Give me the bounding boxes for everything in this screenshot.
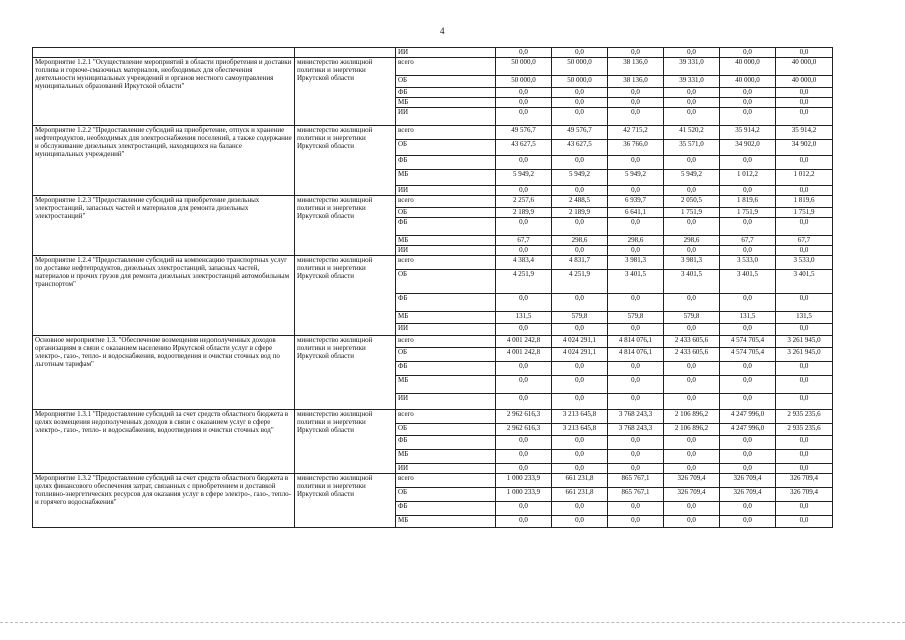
value-cell: 3 768 243,3 bbox=[608, 410, 664, 424]
value-cell: 3 533,0 bbox=[720, 256, 776, 270]
value-cell: 131,5 bbox=[776, 312, 833, 324]
value-cell: 5 949,2 bbox=[664, 170, 720, 186]
value-cell: 4 251,9 bbox=[496, 270, 552, 294]
value-cell: 0,0 bbox=[720, 516, 776, 528]
value-cell: 0,0 bbox=[720, 246, 776, 256]
value-cell: 0,0 bbox=[720, 376, 776, 394]
source-cell: ИИ bbox=[396, 246, 496, 256]
value-cell: 0,0 bbox=[664, 516, 720, 528]
value-cell: 2 433 605,6 bbox=[664, 336, 720, 348]
table-row bbox=[33, 126, 833, 140]
value-cell: 0,0 bbox=[608, 376, 664, 394]
value-cell: 3 261 945,0 bbox=[776, 348, 833, 362]
value-cell: 0,0 bbox=[552, 98, 608, 108]
value-cell: 0,0 bbox=[608, 108, 664, 126]
responsible-executor: министерство жилищной политики и энергетики Иркутской области bbox=[295, 126, 396, 196]
value-cell: 298,6 bbox=[552, 236, 608, 246]
value-cell: 865 767,1 bbox=[608, 488, 664, 502]
value-cell: 4 001 242,8 bbox=[496, 336, 552, 348]
value-cell: 0,0 bbox=[664, 362, 720, 376]
source-cell: ОБ bbox=[396, 348, 496, 362]
value-cell: 4 247 996,0 bbox=[720, 410, 776, 424]
source-cell: всего bbox=[396, 256, 496, 270]
value-cell: 326 709,4 bbox=[776, 474, 833, 488]
value-cell: 4 574 705,4 bbox=[720, 348, 776, 362]
value-cell: 0,0 bbox=[776, 324, 833, 336]
value-cell: 3 401,5 bbox=[664, 270, 720, 294]
value-cell: 1 012,2 bbox=[776, 170, 833, 186]
value-cell: 1 751,9 bbox=[776, 208, 833, 218]
value-cell: 0,0 bbox=[496, 450, 552, 464]
value-cell: 3 401,5 bbox=[720, 270, 776, 294]
table-row bbox=[33, 336, 833, 348]
activity-name: Мероприятие 1.2.4 "Предоставление субсидий на компенсацию транспортных услуг по доставке нефтепродуктов, дизельных электростанций, запасных частей, материалов и прочих грузов для ремонта дизельных электростанций автомобильным транспортом" bbox=[33, 256, 295, 336]
value-cell: 326 709,4 bbox=[720, 474, 776, 488]
value-cell: 3 981,3 bbox=[664, 256, 720, 270]
source-cell: ИИ bbox=[396, 186, 496, 196]
value-cell: 2 935 235,6 bbox=[776, 424, 833, 436]
value-cell: 40 000,0 bbox=[776, 58, 833, 76]
value-cell: 0,0 bbox=[496, 246, 552, 256]
value-cell: 0,0 bbox=[720, 464, 776, 474]
value-cell: 0,0 bbox=[608, 324, 664, 336]
value-cell: 0,0 bbox=[720, 108, 776, 126]
value-cell: 35 914,2 bbox=[776, 126, 833, 140]
value-cell: 0,0 bbox=[608, 394, 664, 410]
value-cell: 4 814 076,1 bbox=[608, 336, 664, 348]
value-cell: 67,7 bbox=[776, 236, 833, 246]
source-cell: МБ bbox=[396, 376, 496, 394]
value-cell: 0,0 bbox=[496, 436, 552, 450]
value-cell: 0,0 bbox=[776, 464, 833, 474]
source-cell: МБ bbox=[396, 236, 496, 246]
value-cell: 1 000 233,9 bbox=[496, 474, 552, 488]
source-cell: ИИ bbox=[396, 394, 496, 410]
value-cell: 579,8 bbox=[664, 312, 720, 324]
value-cell: 38 136,0 bbox=[608, 58, 664, 76]
source-cell: всего bbox=[396, 196, 496, 208]
value-cell: 0,0 bbox=[776, 376, 833, 394]
source-cell: ФБ bbox=[396, 502, 496, 516]
value-cell: 38 136,0 bbox=[608, 76, 664, 88]
value-cell: 4 383,4 bbox=[496, 256, 552, 270]
value-cell: 4 831,7 bbox=[552, 256, 608, 270]
value-cell: 0,0 bbox=[496, 362, 552, 376]
value-cell: 0,0 bbox=[608, 502, 664, 516]
value-cell: 0,0 bbox=[496, 324, 552, 336]
value-cell: 0,0 bbox=[608, 156, 664, 170]
value-cell: 0,0 bbox=[608, 464, 664, 474]
value-cell: 326 709,4 bbox=[776, 488, 833, 502]
value-cell: 0,0 bbox=[608, 218, 664, 236]
value-cell: 67,7 bbox=[720, 236, 776, 246]
responsible-executor: министерство жилищной политики и энергетики Иркутской области bbox=[295, 58, 396, 126]
value-cell: 0,0 bbox=[552, 502, 608, 516]
source-cell: МБ bbox=[396, 312, 496, 324]
source-cell: всего bbox=[396, 58, 496, 76]
value-cell: 0,0 bbox=[720, 294, 776, 312]
value-cell: 0,0 bbox=[720, 48, 776, 58]
value-cell: 1 000 233,9 bbox=[496, 488, 552, 502]
page-bottom-edge bbox=[0, 622, 905, 623]
value-cell: 0,0 bbox=[664, 464, 720, 474]
value-cell: 0,0 bbox=[552, 450, 608, 464]
value-cell: 4 814 076,1 bbox=[608, 348, 664, 362]
value-cell: 661 231,8 bbox=[552, 474, 608, 488]
value-cell: 0,0 bbox=[664, 218, 720, 236]
value-cell: 1 751,9 bbox=[720, 208, 776, 218]
value-cell: 41 520,2 bbox=[664, 126, 720, 140]
value-cell: 0,0 bbox=[664, 294, 720, 312]
value-cell: 0,0 bbox=[720, 436, 776, 450]
value-cell: 0,0 bbox=[552, 246, 608, 256]
value-cell: 42 715,2 bbox=[608, 126, 664, 140]
value-cell: 4 574 705,4 bbox=[720, 336, 776, 348]
value-cell: 0,0 bbox=[496, 516, 552, 528]
value-cell: 4 024 291,1 bbox=[552, 336, 608, 348]
activity-name: Мероприятие 1.2.1 "Осуществление мероприятий в области приобретения и доставки топлива и горюче-смазочных материалов, необходимых для обеспечения деятельности муниципальных учреждений и органов местного самоуправления муниципальных образований Иркутской области" bbox=[33, 58, 295, 126]
value-cell: 0,0 bbox=[608, 294, 664, 312]
value-cell: 0,0 bbox=[552, 186, 608, 196]
source-cell: ИИ bbox=[396, 324, 496, 336]
value-cell: 0,0 bbox=[776, 186, 833, 196]
source-cell: ФБ bbox=[396, 436, 496, 450]
value-cell: 579,8 bbox=[608, 312, 664, 324]
value-cell: 0,0 bbox=[664, 436, 720, 450]
value-cell: 0,0 bbox=[720, 186, 776, 196]
table-row bbox=[33, 196, 833, 208]
value-cell: 4 247 996,0 bbox=[720, 424, 776, 436]
value-cell: 0,0 bbox=[664, 88, 720, 98]
value-cell: 0,0 bbox=[720, 218, 776, 236]
value-cell: 2 488,5 bbox=[552, 196, 608, 208]
value-cell: 35 571,0 bbox=[664, 140, 720, 156]
source-cell: ИИ bbox=[396, 108, 496, 126]
source-cell: ОБ bbox=[396, 488, 496, 502]
source-cell: всего bbox=[396, 474, 496, 488]
value-cell: 0,0 bbox=[496, 98, 552, 108]
value-cell: 0,0 bbox=[776, 294, 833, 312]
source-cell: МБ bbox=[396, 98, 496, 108]
value-cell: 0,0 bbox=[776, 502, 833, 516]
value-cell: 0,0 bbox=[552, 218, 608, 236]
value-cell: 0,0 bbox=[552, 108, 608, 126]
value-cell: 0,0 bbox=[776, 98, 833, 108]
table-row bbox=[33, 58, 833, 76]
value-cell: 0,0 bbox=[664, 394, 720, 410]
value-cell: 0,0 bbox=[552, 324, 608, 336]
value-cell: 0,0 bbox=[664, 502, 720, 516]
value-cell: 67,7 bbox=[496, 236, 552, 246]
value-cell: 3 213 645,8 bbox=[552, 410, 608, 424]
responsible-executor: министерство жилищной политики и энергетики Иркутской области bbox=[295, 256, 396, 336]
source-cell: всего bbox=[396, 336, 496, 348]
value-cell: 0,0 bbox=[608, 436, 664, 450]
value-cell: 0,0 bbox=[496, 48, 552, 58]
value-cell: 0,0 bbox=[608, 88, 664, 98]
value-cell: 5 949,2 bbox=[552, 170, 608, 186]
value-cell: 0,0 bbox=[776, 88, 833, 98]
value-cell: 0,0 bbox=[776, 450, 833, 464]
table-row bbox=[33, 48, 833, 58]
value-cell: 865 767,1 bbox=[608, 474, 664, 488]
value-cell: 0,0 bbox=[496, 394, 552, 410]
value-cell: 0,0 bbox=[608, 246, 664, 256]
value-cell: 0,0 bbox=[552, 376, 608, 394]
value-cell: 0,0 bbox=[608, 98, 664, 108]
source-cell: ФБ bbox=[396, 218, 496, 236]
value-cell: 0,0 bbox=[776, 156, 833, 170]
value-cell: 0,0 bbox=[608, 362, 664, 376]
value-cell: 0,0 bbox=[496, 186, 552, 196]
source-cell: МБ bbox=[396, 170, 496, 186]
value-cell: 49 576,7 bbox=[552, 126, 608, 140]
value-cell: 131,5 bbox=[720, 312, 776, 324]
source-cell: ОБ bbox=[396, 208, 496, 218]
value-cell: 0,0 bbox=[552, 394, 608, 410]
value-cell: 2 050,5 bbox=[664, 196, 720, 208]
value-cell: 0,0 bbox=[496, 376, 552, 394]
value-cell: 50 000,0 bbox=[552, 58, 608, 76]
value-cell: 0,0 bbox=[664, 48, 720, 58]
value-cell: 49 576,7 bbox=[496, 126, 552, 140]
activity-name: Мероприятие 1.2.3 "Предоставление субсидий на приобретение дизельных электростанций, запасных частей и материалов для ремонта дизельных электростанций" bbox=[33, 196, 295, 256]
value-cell: 39 331,0 bbox=[664, 58, 720, 76]
value-cell: 0,0 bbox=[552, 362, 608, 376]
value-cell: 0,0 bbox=[720, 394, 776, 410]
value-cell: 0,0 bbox=[496, 294, 552, 312]
table-row bbox=[33, 256, 833, 270]
value-cell: 326 709,4 bbox=[664, 488, 720, 502]
responsible-cell-empty bbox=[295, 48, 396, 58]
responsible-executor: министерство жилищной политики и энергетики Иркутской области bbox=[295, 336, 396, 410]
value-cell: 0,0 bbox=[720, 324, 776, 336]
value-cell: 326 709,4 bbox=[720, 488, 776, 502]
value-cell: 0,0 bbox=[720, 362, 776, 376]
value-cell: 1 751,9 bbox=[664, 208, 720, 218]
value-cell: 0,0 bbox=[720, 156, 776, 170]
value-cell: 0,0 bbox=[496, 218, 552, 236]
activity-name: Мероприятие 1.3.1 "Предоставление субсидий за счет средств областного бюджета в целях возмещения недополученных доходов в связи с оказанием услуг в сфере электро-, газо-, тепло- и водоснабжения, водоотведения и очистки сточных вод" bbox=[33, 410, 295, 474]
source-cell: ФБ bbox=[396, 88, 496, 98]
source-cell: МБ bbox=[396, 516, 496, 528]
value-cell: 0,0 bbox=[664, 186, 720, 196]
value-cell: 0,0 bbox=[496, 108, 552, 126]
value-cell: 326 709,4 bbox=[664, 474, 720, 488]
value-cell: 4 024 291,1 bbox=[552, 348, 608, 362]
value-cell: 0,0 bbox=[776, 108, 833, 126]
value-cell: 2 189,9 bbox=[552, 208, 608, 218]
value-cell: 40 000,0 bbox=[720, 58, 776, 76]
source-cell: ОБ bbox=[396, 140, 496, 156]
value-cell: 298,6 bbox=[664, 236, 720, 246]
page-number: 4 bbox=[440, 26, 445, 36]
value-cell: 6 939,7 bbox=[608, 196, 664, 208]
value-cell: 2 962 616,3 bbox=[496, 424, 552, 436]
value-cell: 3 981,3 bbox=[608, 256, 664, 270]
value-cell: 5 949,2 bbox=[608, 170, 664, 186]
value-cell: 0,0 bbox=[664, 156, 720, 170]
value-cell: 3 261 945,0 bbox=[776, 336, 833, 348]
value-cell: 50 000,0 bbox=[496, 58, 552, 76]
source-cell: ОБ bbox=[396, 270, 496, 294]
value-cell: 0,0 bbox=[776, 218, 833, 236]
value-cell: 36 766,0 bbox=[608, 140, 664, 156]
value-cell: 1 819,6 bbox=[720, 196, 776, 208]
source-cell: ОБ bbox=[396, 76, 496, 88]
source-cell: ФБ bbox=[396, 362, 496, 376]
activity-name: Мероприятие 1.3.2 "Предоставление субсидий за счет средств областного бюджета в целях финансового обеспечения затрат, связанных с приобретением и доставкой топливно-энергетических ресурсов для оказания услуг в сфере электро-, газо-, тепло- и горячего водоснабжения" bbox=[33, 474, 295, 528]
value-cell: 0,0 bbox=[664, 98, 720, 108]
value-cell: 579,8 bbox=[552, 312, 608, 324]
value-cell: 298,6 bbox=[608, 236, 664, 246]
activity-name: Мероприятие 1.2.2 "Предоставление субсидий на приобретение, отпуск и хранение нефтепродуктов, необходимых для электроснабжения поселений, а также содержание и обслуживание дизельных электростанций, находящихся на балансе муниципальных учреждений" bbox=[33, 126, 295, 196]
value-cell: 0,0 bbox=[720, 88, 776, 98]
table-row bbox=[33, 410, 833, 424]
value-cell: 43 627,5 bbox=[496, 140, 552, 156]
value-cell: 2 257,6 bbox=[496, 196, 552, 208]
value-cell: 0,0 bbox=[664, 450, 720, 464]
value-cell: 131,5 bbox=[496, 312, 552, 324]
value-cell: 3 768 243,3 bbox=[608, 424, 664, 436]
source-cell: всего bbox=[396, 410, 496, 424]
value-cell: 34 902,0 bbox=[720, 140, 776, 156]
activity-name: Основное мероприятие 1.3. "Обеспечение возмещения недополученных доходов организациям в связи с оказанием населению Иркутской области услуг в сфере электро-, газо-, тепло- и водоснабжения, водоотведения и очистки сточных вод по льготным тарифам" bbox=[33, 336, 295, 410]
value-cell: 1 819,6 bbox=[776, 196, 833, 208]
value-cell: 0,0 bbox=[552, 516, 608, 528]
value-cell: 4 251,9 bbox=[552, 270, 608, 294]
value-cell: 3 213 645,8 bbox=[552, 424, 608, 436]
value-cell: 0,0 bbox=[608, 186, 664, 196]
value-cell: 34 902,0 bbox=[776, 140, 833, 156]
value-cell: 0,0 bbox=[496, 88, 552, 98]
value-cell: 0,0 bbox=[664, 108, 720, 126]
source-cell: ОБ bbox=[396, 424, 496, 436]
value-cell: 0,0 bbox=[776, 394, 833, 410]
value-cell: 2 106 896,2 bbox=[664, 424, 720, 436]
name-cell-empty bbox=[33, 48, 295, 58]
value-cell: 0,0 bbox=[552, 156, 608, 170]
responsible-executor: министерство жилищной политики и энергетики Иркутской области bbox=[295, 474, 396, 528]
value-cell: 6 641,1 bbox=[608, 208, 664, 218]
table-row bbox=[33, 474, 833, 488]
responsible-executor: министерство жилищной политики и энергетики Иркутской области bbox=[295, 196, 396, 256]
value-cell: 0,0 bbox=[608, 516, 664, 528]
value-cell: 3 401,5 bbox=[608, 270, 664, 294]
value-cell: 43 627,5 bbox=[552, 140, 608, 156]
value-cell: 0,0 bbox=[608, 450, 664, 464]
value-cell: 0,0 bbox=[552, 48, 608, 58]
value-cell: 3 401,5 bbox=[776, 270, 833, 294]
value-cell: 2 962 616,3 bbox=[496, 410, 552, 424]
value-cell: 0,0 bbox=[776, 48, 833, 58]
value-cell: 0,0 bbox=[552, 464, 608, 474]
source-cell: ИИ bbox=[396, 464, 496, 474]
value-cell: 0,0 bbox=[664, 246, 720, 256]
value-cell: 3 533,0 bbox=[776, 256, 833, 270]
value-cell: 0,0 bbox=[552, 436, 608, 450]
value-cell: 0,0 bbox=[776, 436, 833, 450]
source-cell: всего bbox=[396, 126, 496, 140]
value-cell: 0,0 bbox=[496, 156, 552, 170]
source-cell: МБ bbox=[396, 450, 496, 464]
value-cell: 0,0 bbox=[776, 246, 833, 256]
value-cell: 2 935 235,6 bbox=[776, 410, 833, 424]
value-cell: 0,0 bbox=[664, 376, 720, 394]
value-cell: 50 000,0 bbox=[552, 76, 608, 88]
value-cell: 0,0 bbox=[664, 324, 720, 336]
value-cell: 0,0 bbox=[720, 502, 776, 516]
value-cell: 0,0 bbox=[496, 502, 552, 516]
value-cell: 2 433 605,6 bbox=[664, 348, 720, 362]
value-cell: 0,0 bbox=[496, 464, 552, 474]
source-cell: ФБ bbox=[396, 294, 496, 312]
budget-table bbox=[32, 47, 833, 528]
responsible-executor: министерство жилищной политики и энергетики Иркутской области bbox=[295, 410, 396, 474]
value-cell: 1 012,2 bbox=[720, 170, 776, 186]
source-cell: ИИ bbox=[396, 48, 496, 58]
value-cell: 39 331,0 bbox=[664, 76, 720, 88]
value-cell: 0,0 bbox=[720, 450, 776, 464]
value-cell: 40 000,0 bbox=[720, 76, 776, 88]
value-cell: 0,0 bbox=[776, 362, 833, 376]
value-cell: 2 106 896,2 bbox=[664, 410, 720, 424]
value-cell: 0,0 bbox=[720, 98, 776, 108]
source-cell: ФБ bbox=[396, 156, 496, 170]
value-cell: 661 231,8 bbox=[552, 488, 608, 502]
value-cell: 2 189,9 bbox=[496, 208, 552, 218]
value-cell: 0,0 bbox=[552, 294, 608, 312]
value-cell: 35 914,2 bbox=[720, 126, 776, 140]
value-cell: 5 949,2 bbox=[496, 170, 552, 186]
value-cell: 40 000,0 bbox=[776, 76, 833, 88]
value-cell: 0,0 bbox=[552, 88, 608, 98]
value-cell: 0,0 bbox=[608, 48, 664, 58]
value-cell: 4 001 242,8 bbox=[496, 348, 552, 362]
value-cell: 50 000,0 bbox=[496, 76, 552, 88]
value-cell: 0,0 bbox=[776, 516, 833, 528]
